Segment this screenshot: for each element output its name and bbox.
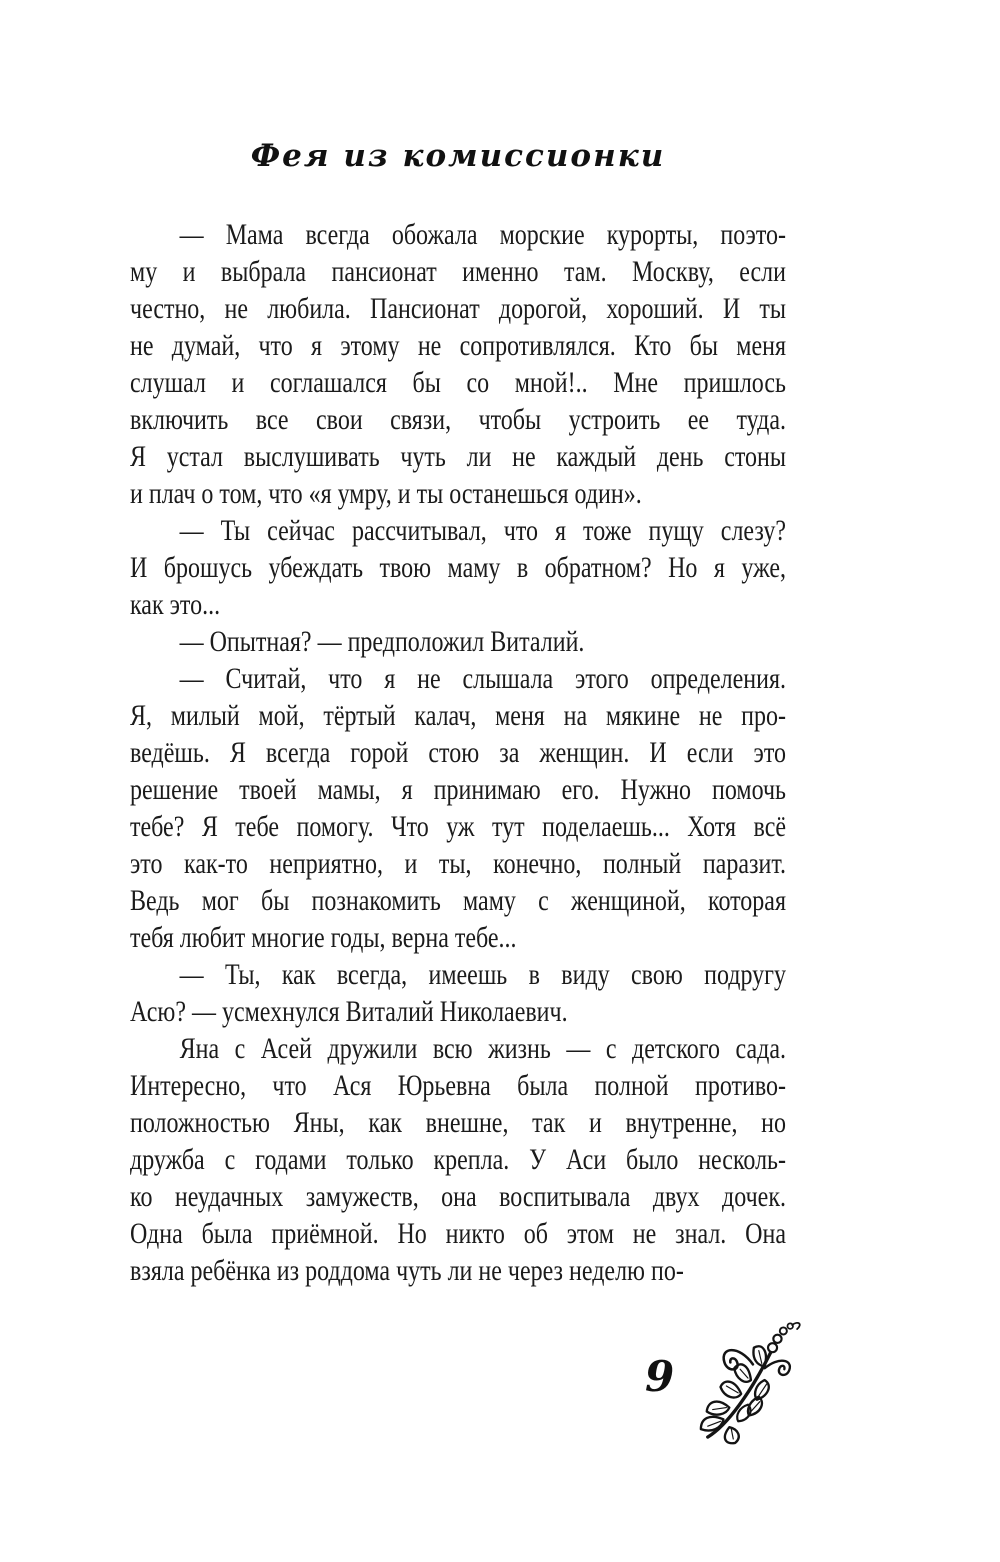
text-block (130, 216, 786, 1289)
text-line: И брошусь убеждать твою маму в обратном? Но я уже, (130, 551, 786, 584)
text-line: честно, не любила. Пансионат дорогой, хороший. И ты (130, 292, 786, 325)
text-line: не думай, что я этому не сопротивлялся. Кто бы меня (130, 329, 786, 362)
text-line: Я устал выслушивать чуть ли не каждый день стоны (130, 440, 786, 473)
text-line: решение твоей мамы, я принимаю его. Нужно помочь (130, 773, 786, 806)
text-line: включить все свои связи, чтобы устроить ее туда. (130, 403, 786, 436)
text-line: тебе? Я тебе помогу. Что уж тут поделаешь... Хотя всё (130, 810, 786, 843)
text-line: — Опытная? — предположил Виталий. (179, 625, 585, 658)
text-line: Интересно, что Ася Юрьевна была полной противо- (130, 1069, 786, 1102)
text-line: и плач о том, что «я умру, и ты останешься один». (130, 477, 642, 510)
text-line: взяла ребёнка из роддома чуть ли не через неделю по- (130, 1254, 684, 1287)
text-line: му и выбрала пансионат именно там. Москву, если (130, 255, 786, 288)
text-line: ведёшь. Я всегда горой стою за женщин. И если это (130, 736, 786, 769)
text-line: Одна была приёмной. Но никто об этом не знал. Она (130, 1217, 786, 1250)
text-line: — Ты сейчас рассчитывал, что я тоже пущу слезу? (179, 514, 787, 547)
text-line: это как-то неприятно, и ты, конечно, полный паразит. (130, 847, 786, 880)
text-line: Яна с Асей дружили всю жизнь — с детского сада. (179, 1032, 787, 1065)
leaf-branch-ornament-icon (694, 1320, 802, 1448)
running-header-title: Фея из комиссионки (250, 138, 666, 174)
text-line: ко неудачных замужеств, она воспитывала двух дочек. (130, 1180, 786, 1213)
text-line: — Мама всегда обожала морские курорты, поэто- (179, 218, 787, 251)
text-line: — Считай, что я не слышала этого определения. (179, 662, 787, 695)
text-line: Ведь мог бы познакомить маму с женщиной, которая (130, 884, 786, 917)
text-line: — Ты, как всегда, имеешь в виду свою подругу (179, 958, 787, 991)
text-line: положностью Яны, как внешне, так и внутренне, но (130, 1106, 786, 1139)
text-line: Я, милый мой, тёртый калач, меня на мякине не про- (130, 699, 786, 732)
text-line: как это... (130, 588, 221, 621)
text-line: дружба с годами только крепла. У Аси было несколь- (130, 1143, 786, 1176)
text-line: слушал и соглашался бы со мной!.. Мне пришлось (130, 366, 786, 399)
text-line: тебя любит многие годы, верна тебе... (130, 921, 517, 954)
text-line: Асю? — усмехнулся Виталий Николаевич. (130, 995, 568, 1028)
page-number: 9 (645, 1352, 675, 1401)
